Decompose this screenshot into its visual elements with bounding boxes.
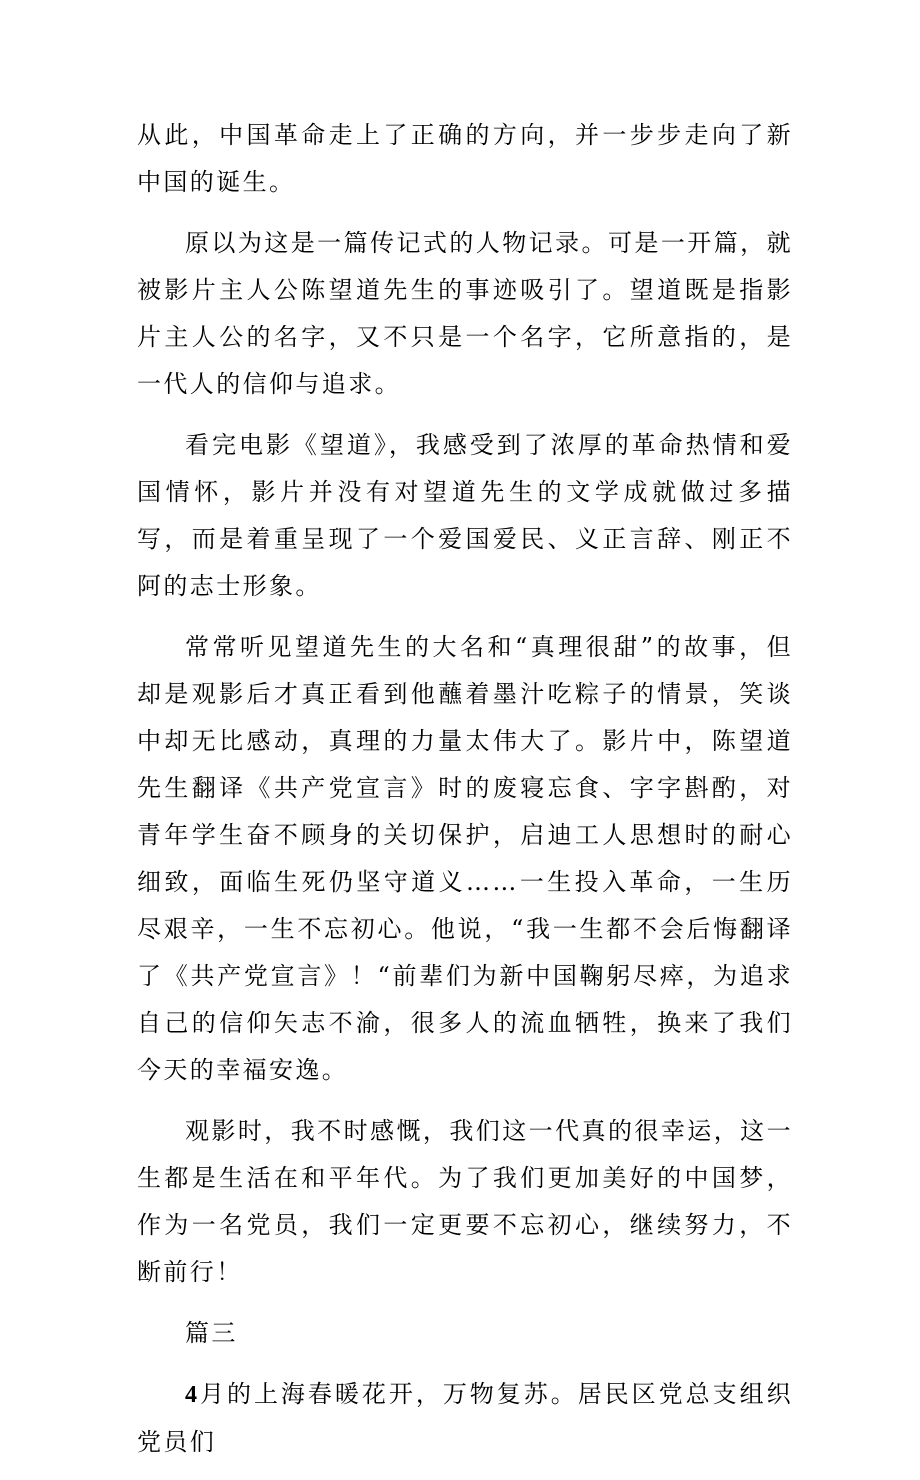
paragraph: 观影时，我不时感慨，我们这一代真的很幸运，这一生都是生活在和平年代。为了我们更加美好的中国梦，作为一名党员，我们一定更要不忘初心，继续努力，不断前行！ [137,1117,793,1286]
paragraph: 看完电影《望道》，我感受到了浓厚的革命热情和爱国情怀，影片并没有对望道先生的文学成就做过多描写，而是着重呈现了一个爱国爱民、义正言辞、刚正不阿的志士形象。 [137,431,793,600]
paragraph-text: 月的上海春暖花开，万物复苏。居民区党总支组织党员们 [137,1380,793,1456]
paragraph [137,1371,793,1466]
section-heading: 篇三 [185,1319,238,1347]
paragraph: 常常听见望道先生的大名和“真理很甜”的故事，但却是观影后才真正看到他蘸着墨汁吃粽子的情景，笑谈中却无比感动，真理的力量太伟大了。影片中，陈望道先生翻译《共产党宣言》时的废寝忘食、字字斟酌，对青年学生奋不顾身的关切保护，启迪工人思想时的耐心细致，面临生死仍坚守道义……一生投入革命，一生历尽艰辛，一生不忘初心。他说，“我一生都不会后悔翻译了《共产党宣言》！“前辈们为新中国鞠躬尽瘁，为追求自己的信仰矢志不渝，很多人的流血牺牲，换来了我们今天的幸福安逸。 [137,633,793,1084]
paragraph: 从此，中国革命走上了正确的方向，并一步步走向了新中国的诞生。 [137,121,793,196]
document-body [137,112,793,1480]
paragraph: 原以为这是一篇传记式的人物记录。可是一开篇，就被影片主人公陈望道先生的事迹吸引了。望道既是指影片主人公的名字，又不只是一个名字，它所意指的，是一代人的信仰与追求。 [137,229,793,398]
paragraph-number: 4 [185,1382,200,1408]
